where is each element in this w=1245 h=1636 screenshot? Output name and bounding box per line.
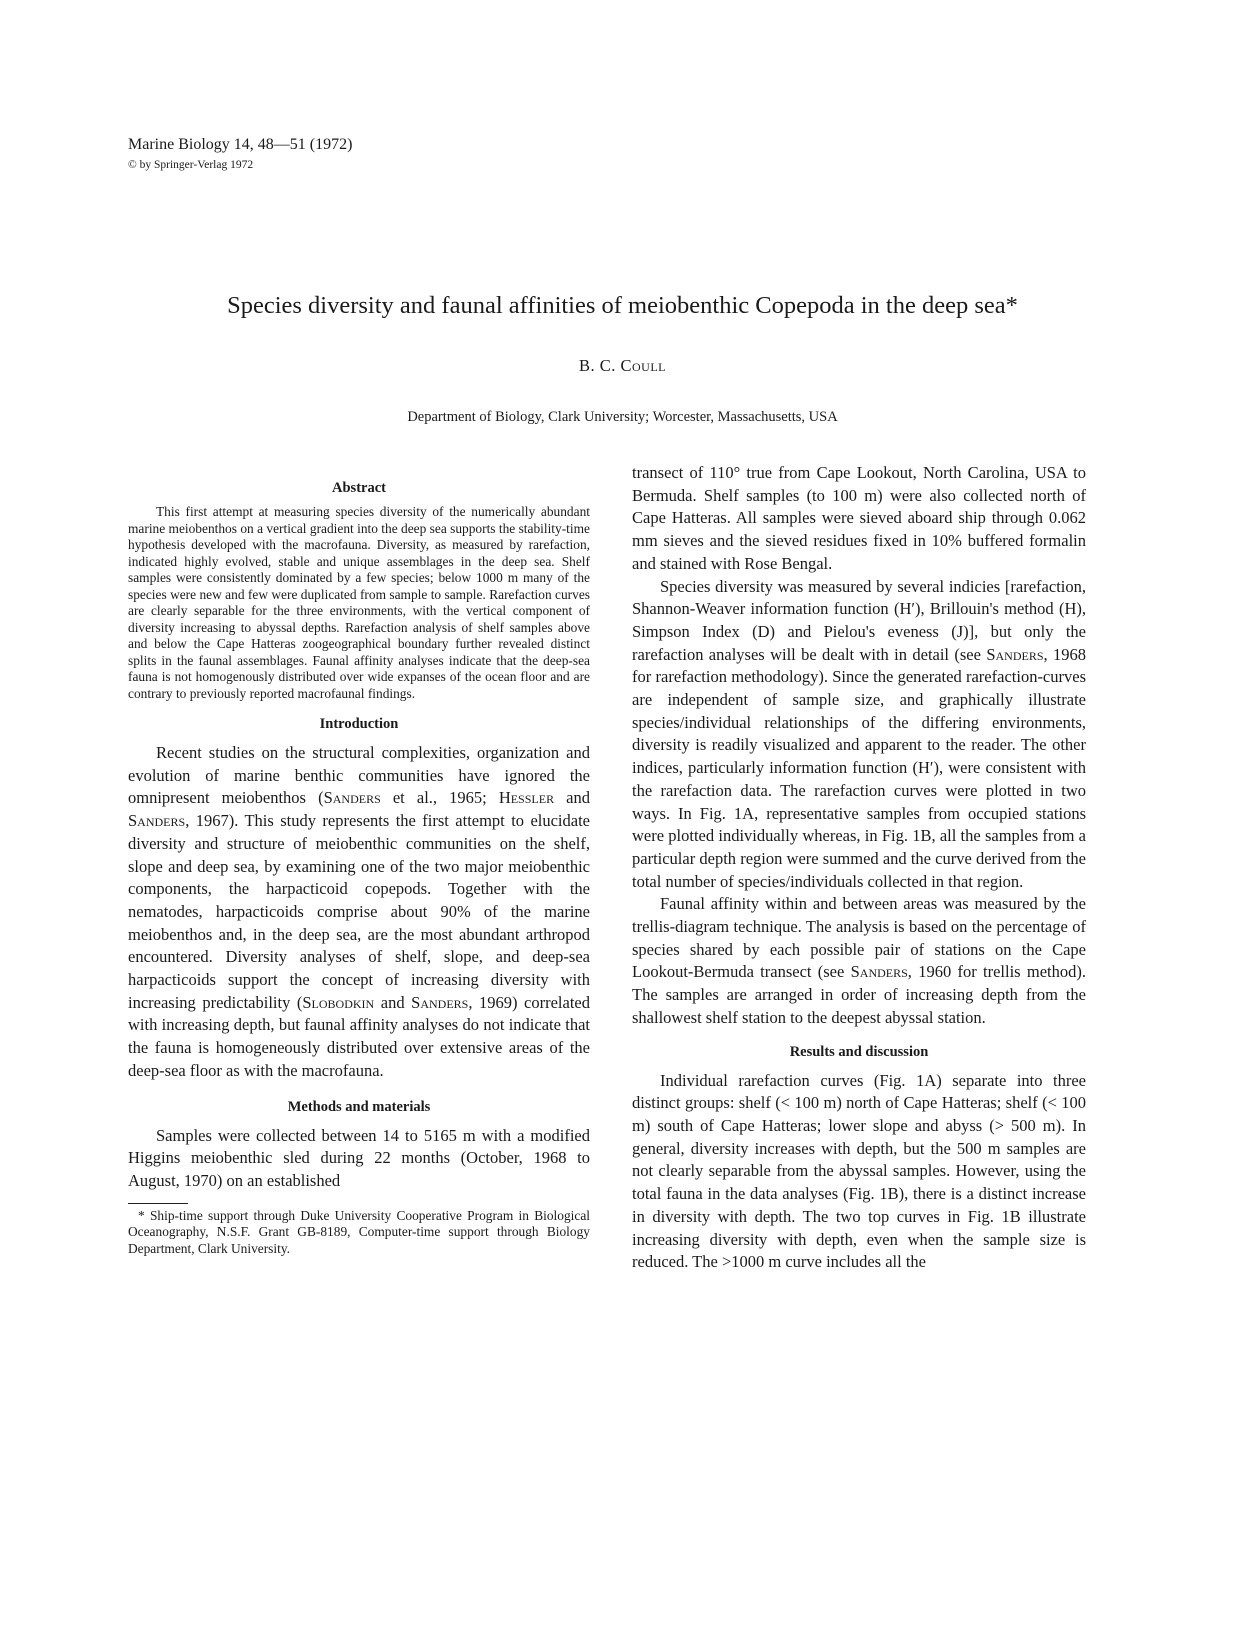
citation-author: Sanders (986, 644, 1044, 664)
footnote: * Ship-time support through Duke University Cooperative Program in Biological Oceanography, N.S.F. Grant GB-8189, Computer-time support through Biology Department, Clark University. (128, 1207, 590, 1256)
methods-paragraph-3 (632, 893, 1086, 1029)
citation-author: Sanders (411, 992, 469, 1012)
intro-text-c: and (554, 788, 590, 808)
intro-text-a: Recent studies on the structural complexities, organization and evolution of marine benthic communities have ignored the omnipresent meiobenthos ( (128, 743, 590, 808)
citation-author: Hessler (498, 788, 555, 808)
paper-title: Species diversity and faunal affinities of meiobenthic Copepoda in the deep sea* (227, 292, 1018, 319)
intro-text-e: and (374, 992, 412, 1012)
intro-text-f: , 1969) correlated with increasing depth, but faunal affinity analyses do not indicate that the fauna is homogeneously distributed over extensive areas of the deep-sea floor as with the macrofauna. (128, 992, 590, 1080)
copyright-notice: © by Springer-Verlag 1972 (128, 159, 254, 171)
abstract-text: This first attempt at measuring species diversity of the numerically abundant marine meiobenthos on a vertical gradient into the deep sea supports the stability-time hypothesis developed with the macrofauna. Diversity, as measured by rarefaction, indicated highly evolved, stable and unique assemblages in the deep sea. Shelf samples were consistently dominated by a few species; below 1000 m many of the species were new and few were duplicated from sample to sample. Rarefaction curves are clearly separable for the three environments, with the vertical component of diversity increasing to abyssal depths. Rarefaction analysis of shelf samples above and below the Cape Hatteras zoogeographical boundary further revealed distinct splits in the faunal assemblages. Faunal affinity analyses indicate that the deep-sea fauna is not homogenously distributed over wide expanses of the ocean floor and are contrary to previously reported macrofaunal findings. (128, 504, 590, 701)
citation-author: Sanders (323, 788, 381, 808)
methods-text-a: Species diversity was measured by several indicies [rarefaction, Shannon-Weaver information function (H′), Brillouin's method (H), Simpson Index (D) and Pielou's eveness (J)], but only the rarefaction analyses will be dealt with in detail (see (632, 576, 1086, 664)
results-heading: Results and discussion (789, 1043, 929, 1060)
citation-author: Slobodkin (302, 992, 375, 1012)
methods-paragraph-1: Samples were collected between 14 to 5165 m with a modified Higgins meiobenthic sled during 22 months (October, 1968 to August, 1970) on an established (128, 1125, 590, 1190)
methods-paragraph-2 (632, 576, 1086, 894)
methods-paragraph-1-continued: transect of 110° true from Cape Lookout, North Carolina, USA to Bermuda. Shelf samples (to 100 m) were also collected north of Cape Hatteras. All samples were sieved aboard ship through 0.062 mm sieves and the sieved residues fixed in 10% buffered formalin and stained with Rose Bengal. (632, 463, 1086, 573)
author-text: B. C. Coull (578, 356, 666, 375)
abstract-heading: Abstract (332, 480, 386, 496)
footnote-divider (128, 1203, 188, 1204)
methods-text-d: , 1960 for trellis method). The samples are arranged in order of increasing depth from the shallowest shelf station to the deepest abyssal station. (632, 962, 1086, 1027)
left-column (128, 478, 590, 1257)
right-column (632, 463, 1086, 1274)
results-paragraph-1: Individual rarefaction curves (Fig. 1A) separate into three distinct groups: shelf (< 100 m) north of Cape Hatteras; shelf (< 100 m) south of Cape Hatteras; lower slope and abyss (> 500 m). In general, diversity increases with depth, but the 500 m samples are not clearly separable from the abyssal samples. However, using the total fauna in the data analyses (Fig. 1B), there is a distinct increase in diversity with depth. The two top curves in Fig. 1B illustrate increasing diversity with depth, even when the sample size is reduced. The >1000 m curve includes all the (632, 1070, 1086, 1272)
author-affiliation: Department of Biology, Clark University; Worcester, Massachusetts, USA (407, 409, 838, 425)
intro-text-d: , 1967). This study represents the first attempt to elucidate diversity and structure of meiobenthic communities on the shelf, slope and deep sea, by examining one of the two major meiobenthic components, the harpacticoid copepods. Together with the nematodes, harpacticoids comprise about 90% of the marine meiobenthos and, in the deep sea, are the most abundant arthropod encountered. Diversity analyses of shelf, slope, and deep-sea harpacticoids support the concept of increasing diversity with increasing predictability ( (128, 811, 590, 1012)
intro-text-b: et al., 1965; (380, 788, 499, 808)
methods-text-c: Faunal affinity within and between areas was measured by the trellis-diagram technique. The analysis is based on the percentage of species shared by each possible pair of stations on the Cape Lookout-Bermuda transect (see (632, 894, 1086, 982)
introduction-paragraph (128, 742, 590, 1083)
citation-author: Sanders (850, 962, 908, 982)
methods-heading: Methods and materials (287, 1098, 431, 1115)
journal-citation: Marine Biology 14, 48—51 (1972) (128, 136, 353, 153)
author-name (0, 355, 1245, 377)
introduction-heading: Introduction (319, 716, 399, 732)
citation-author: Sanders (128, 811, 186, 831)
methods-text-b: , 1968 for rarefaction methodology). Since the generated rarefaction-curves are independent of sample size, and graphically illustrate species/individual relationships of the differing environments, diversity is readily visualized and apparent to the reader. The other indices, particularly information function (H′), were consistent with the rarefaction data. The rarefaction curves were plotted in two ways. In Fig. 1A, representative samples from occupied stations were plotted individually whereas, in Fig. 1B, all the samples from a particular depth region were summed and the curve derived from the total number of species/individuals collected in that region. (632, 644, 1086, 891)
